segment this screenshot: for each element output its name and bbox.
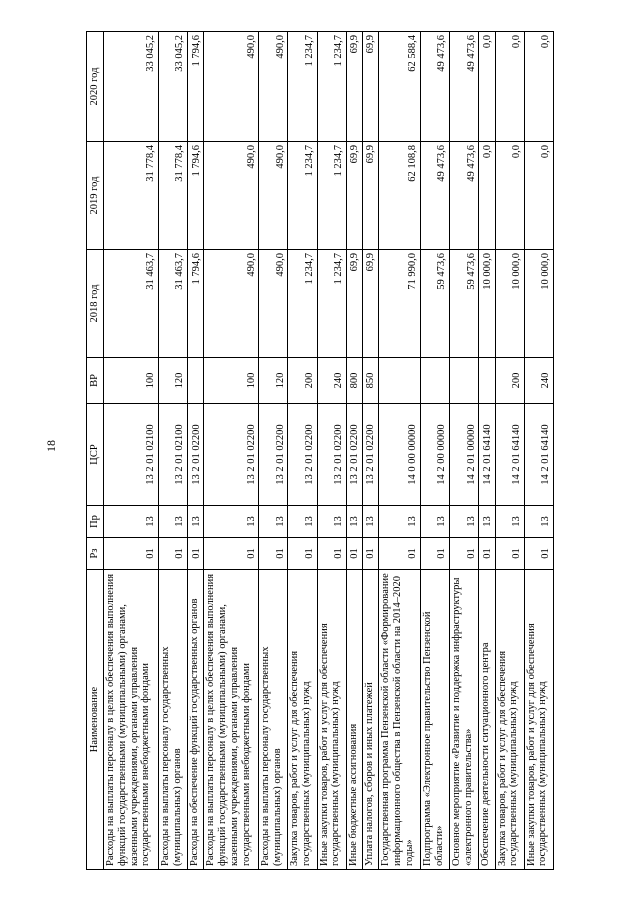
row-vr: 120 <box>158 358 187 404</box>
row-vr <box>188 358 204 404</box>
row-rz: 01 <box>495 538 524 570</box>
budget-table-container <box>86 32 554 870</box>
row-2019: 490,0 <box>204 142 259 250</box>
row-csr: 14 0 00 00000 <box>379 404 421 506</box>
row-pr: 13 <box>379 506 421 538</box>
row-2018: 31 463,7 <box>158 250 187 358</box>
header-2020: 2020 год <box>87 32 104 142</box>
table-row <box>421 32 450 870</box>
table-row <box>495 32 524 870</box>
row-2019: 1 794,6 <box>188 142 204 250</box>
row-name: Расходы на выплаты персоналу в целях обеспечения выполнения функций государственными (муниципальными) органами, казенными учреждениями, органами управления государственными внебюджетными фондами <box>204 570 259 870</box>
row-2019: 49 473,6 <box>421 142 450 250</box>
row-rz: 01 <box>259 538 288 570</box>
row-rz: 01 <box>379 538 421 570</box>
row-csr: 13 2 01 02200 <box>188 404 204 506</box>
row-csr: 14 2 01 64140 <box>479 404 495 506</box>
row-2020: 490,0 <box>204 32 259 142</box>
row-2020: 0,0 <box>495 32 524 142</box>
row-2019: 69,9 <box>346 142 362 250</box>
row-2019: 490,0 <box>259 142 288 250</box>
row-csr: 13 2 01 02200 <box>317 404 346 506</box>
row-2018: 59 473,6 <box>421 250 450 358</box>
row-vr <box>450 358 479 404</box>
row-csr: 13 2 01 02100 <box>104 404 159 506</box>
row-rz: 01 <box>317 538 346 570</box>
row-vr: 800 <box>346 358 362 404</box>
row-pr: 13 <box>158 506 187 538</box>
row-2020: 1 794,6 <box>188 32 204 142</box>
row-csr: 13 2 01 02200 <box>259 404 288 506</box>
row-2019: 31 778,4 <box>104 142 159 250</box>
row-rz: 01 <box>524 538 553 570</box>
row-csr: 14 2 00 00000 <box>421 404 450 506</box>
table-row <box>379 32 421 870</box>
row-2018: 59 473,6 <box>450 250 479 358</box>
row-name: Уплата налогов, сборов и иных платежей <box>362 570 378 870</box>
row-rz: 01 <box>288 538 317 570</box>
row-pr: 13 <box>495 506 524 538</box>
row-vr: 100 <box>104 358 159 404</box>
row-rz: 01 <box>104 538 159 570</box>
row-pr: 13 <box>104 506 159 538</box>
row-vr: 240 <box>524 358 553 404</box>
row-2020: 0,0 <box>479 32 495 142</box>
row-vr: 200 <box>288 358 317 404</box>
row-rz: 01 <box>158 538 187 570</box>
row-2018: 71 990,0 <box>379 250 421 358</box>
page-number: 18 <box>44 440 58 452</box>
table-row <box>450 32 479 870</box>
row-vr: 120 <box>259 358 288 404</box>
row-rz: 01 <box>362 538 378 570</box>
row-2020: 1 234,7 <box>288 32 317 142</box>
row-vr: 200 <box>495 358 524 404</box>
row-name: Основное мероприятие «Развитие и поддержка инфраструктуры «электронного правительства» <box>450 570 479 870</box>
header-2018: 2018 год <box>87 250 104 358</box>
header-pr: Пр <box>87 506 104 538</box>
row-pr: 13 <box>317 506 346 538</box>
row-rz: 01 <box>204 538 259 570</box>
row-rz: 01 <box>450 538 479 570</box>
row-name: Расходы на выплаты персоналу государственных (муниципальных) органов <box>158 570 187 870</box>
row-2020: 69,9 <box>346 32 362 142</box>
row-pr: 13 <box>362 506 378 538</box>
table-row <box>362 32 378 870</box>
row-2019: 49 473,6 <box>450 142 479 250</box>
row-pr: 13 <box>204 506 259 538</box>
row-pr: 13 <box>288 506 317 538</box>
header-vr: ВР <box>87 358 104 404</box>
row-2018: 1 234,7 <box>288 250 317 358</box>
row-csr: 13 2 01 02200 <box>346 404 362 506</box>
row-rz: 01 <box>188 538 204 570</box>
row-2020: 33 045,2 <box>104 32 159 142</box>
row-2020: 490,0 <box>259 32 288 142</box>
row-2018: 490,0 <box>259 250 288 358</box>
row-vr <box>479 358 495 404</box>
table-row <box>188 32 204 870</box>
row-name: Иные бюджетные ассигнования <box>346 570 362 870</box>
row-vr: 100 <box>204 358 259 404</box>
row-pr: 13 <box>450 506 479 538</box>
row-name: Обеспечение деятельности ситуационного центра <box>479 570 495 870</box>
table-row <box>204 32 259 870</box>
row-csr: 13 2 01 02200 <box>204 404 259 506</box>
row-2019: 69,9 <box>362 142 378 250</box>
row-csr: 13 2 01 02100 <box>158 404 187 506</box>
row-vr <box>379 358 421 404</box>
row-pr: 13 <box>421 506 450 538</box>
row-vr: 850 <box>362 358 378 404</box>
row-name: Закупка товаров, работ и услуг для обеспечения государственных (муниципальных) нужд <box>288 570 317 870</box>
row-csr: 14 2 01 64140 <box>524 404 553 506</box>
row-rz: 01 <box>346 538 362 570</box>
table-row <box>158 32 187 870</box>
table-row <box>259 32 288 870</box>
row-pr: 13 <box>259 506 288 538</box>
table-row <box>317 32 346 870</box>
row-2019: 0,0 <box>479 142 495 250</box>
row-2019: 0,0 <box>495 142 524 250</box>
row-2019: 62 108,8 <box>379 142 421 250</box>
row-2018: 1 234,7 <box>317 250 346 358</box>
row-pr: 13 <box>346 506 362 538</box>
row-name: Расходы на выплаты персоналу в целях обеспечения выполнения функций государственными (муниципальными) органами, казенными учреждениями, органами управления государственными внебюджетными фондами <box>104 570 159 870</box>
row-csr: 13 2 01 02200 <box>288 404 317 506</box>
row-pr: 13 <box>188 506 204 538</box>
row-csr: 14 2 01 64140 <box>495 404 524 506</box>
row-2020: 0,0 <box>524 32 553 142</box>
row-2018: 69,9 <box>346 250 362 358</box>
row-csr: 13 2 01 02200 <box>362 404 378 506</box>
row-name: Государственная программа Пензенской области «Формирование информационного общества в Пензенской области на 2014–2020 годы» <box>379 570 421 870</box>
header-csr: ЦСР <box>87 404 104 506</box>
row-2019: 1 234,7 <box>288 142 317 250</box>
row-2018: 10 000,0 <box>479 250 495 358</box>
table-row <box>524 32 553 870</box>
header-2019: 2019 год <box>87 142 104 250</box>
row-name: Расходы на выплаты персоналу государственных (муниципальных) органов <box>259 570 288 870</box>
budget-table <box>86 31 554 870</box>
row-2020: 69,9 <box>362 32 378 142</box>
row-2018: 10 000,0 <box>495 250 524 358</box>
row-2018: 69,9 <box>362 250 378 358</box>
row-2019: 31 778,4 <box>158 142 187 250</box>
row-2020: 33 045,2 <box>158 32 187 142</box>
row-2020: 49 473,6 <box>450 32 479 142</box>
row-name: Иные закупки товаров, работ и услуг для обеспечения государственных (муниципальных) нужд <box>524 570 553 870</box>
row-rz: 01 <box>421 538 450 570</box>
row-2018: 31 463,7 <box>104 250 159 358</box>
table-row <box>104 32 159 870</box>
row-2020: 1 234,7 <box>317 32 346 142</box>
row-2018: 10 000,0 <box>524 250 553 358</box>
row-2020: 62 588,4 <box>379 32 421 142</box>
row-pr: 13 <box>524 506 553 538</box>
row-pr: 13 <box>479 506 495 538</box>
header-name: Наименование <box>87 570 104 870</box>
row-2019: 0,0 <box>524 142 553 250</box>
row-name: Расходы на обеспечение функций государственных органов <box>188 570 204 870</box>
row-vr <box>421 358 450 404</box>
row-rz: 01 <box>479 538 495 570</box>
row-csr: 14 2 01 00000 <box>450 404 479 506</box>
row-2019: 1 234,7 <box>317 142 346 250</box>
table-row <box>479 32 495 870</box>
row-name: Иные закупки товаров, работ и услуг для обеспечения государственных (муниципальных) нужд <box>317 570 346 870</box>
row-name: Закупка товаров, работ и услуг для обеспечения государственных (муниципальных) нужд <box>495 570 524 870</box>
row-2018: 490,0 <box>204 250 259 358</box>
table-header-row <box>87 32 104 870</box>
row-2018: 1 794,6 <box>188 250 204 358</box>
table-row <box>288 32 317 870</box>
table-row <box>346 32 362 870</box>
row-vr: 240 <box>317 358 346 404</box>
row-name: Подпрограмма «Электронное правительство Пензенской области» <box>421 570 450 870</box>
header-rz: Рз <box>87 538 104 570</box>
row-2020: 49 473,6 <box>421 32 450 142</box>
